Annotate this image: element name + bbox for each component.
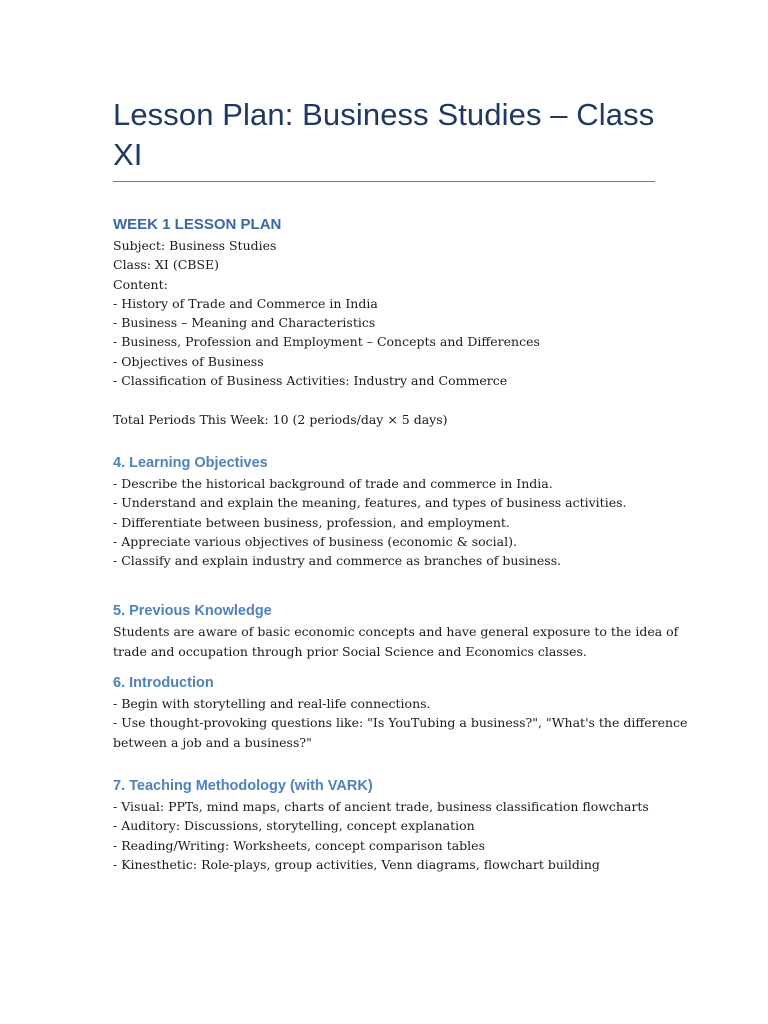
objective-item: - Differentiate between business, profession, and employment. — [113, 514, 510, 530]
content-item: - Classification of Business Activities: Industry and Commerce — [113, 373, 508, 389]
intro-item: - Begin with storytelling and real-life connections. — [113, 696, 431, 712]
objective-item: - Appreciate various objectives of business (economic & social). — [113, 533, 517, 549]
learning-objectives-list — [113, 474, 655, 570]
introduction-list — [113, 694, 688, 752]
methodology-item: - Auditory: Discussions, storytelling, concept explanation — [113, 818, 475, 834]
section-gap — [113, 661, 655, 673]
methodology-item: - Reading/Writing: Worksheets, concept comparison tables — [113, 837, 485, 853]
section-gap — [113, 752, 655, 776]
title-underline — [113, 181, 655, 182]
section-gap — [113, 429, 655, 453]
week1-heading: WEEK 1 LESSON PLAN — [113, 216, 282, 233]
teaching-methodology-heading: 7. Teaching Methodology (with VARK) — [113, 777, 373, 794]
subject-line: Subject: Business Studies — [113, 238, 277, 253]
methodology-item: - Visual: PPTs, mind maps, charts of ancient trade, business classification flowcharts — [113, 798, 649, 814]
objective-item: - Describe the historical background of trade and commerce in India. — [113, 475, 553, 491]
methodology-item: - Kinesthetic: Role-plays, group activities, Venn diagrams, flowchart building — [113, 856, 600, 872]
intro-item-continuation: between a job and a business?" — [113, 734, 312, 750]
content-item: - History of Trade and Commerce in India — [113, 295, 378, 311]
paragraph-line: trade and occupation through prior Social Science and Economics classes. — [113, 643, 587, 659]
blank-line — [113, 390, 655, 409]
week1-details — [113, 236, 655, 429]
content-label: Content: — [113, 276, 168, 292]
total-periods: Total Periods This Week: 10 (2 periods/day × 5 days) — [113, 411, 448, 427]
section-gap — [113, 570, 655, 601]
page-title: Lesson Plan: Business Studies – Class XI — [113, 97, 655, 172]
content-item: - Business, Profession and Employment – Concepts and Differences — [113, 334, 540, 350]
paragraph-line: Students are aware of basic economic concepts and have general exposure to the idea of — [113, 624, 679, 640]
content-item: - Business – Meaning and Characteristics — [113, 315, 376, 331]
learning-objectives-heading: 4. Learning Objectives — [113, 454, 268, 471]
objective-item: - Understand and explain the meaning, features, and types of business activities. — [113, 495, 627, 511]
previous-knowledge-text — [113, 622, 679, 661]
content-item: - Objectives of Business — [113, 353, 264, 369]
teaching-methodology-list — [113, 797, 655, 874]
class-line: Class: XI (CBSE) — [113, 257, 220, 273]
objective-item: - Classify and explain industry and commerce as branches of business. — [113, 553, 562, 569]
previous-knowledge-heading: 5. Previous Knowledge — [113, 603, 272, 620]
intro-item: - Use thought-provoking questions like: "Is YouTubing a business?", "What's the difference — [113, 715, 688, 731]
introduction-heading: 6. Introduction — [113, 675, 214, 692]
